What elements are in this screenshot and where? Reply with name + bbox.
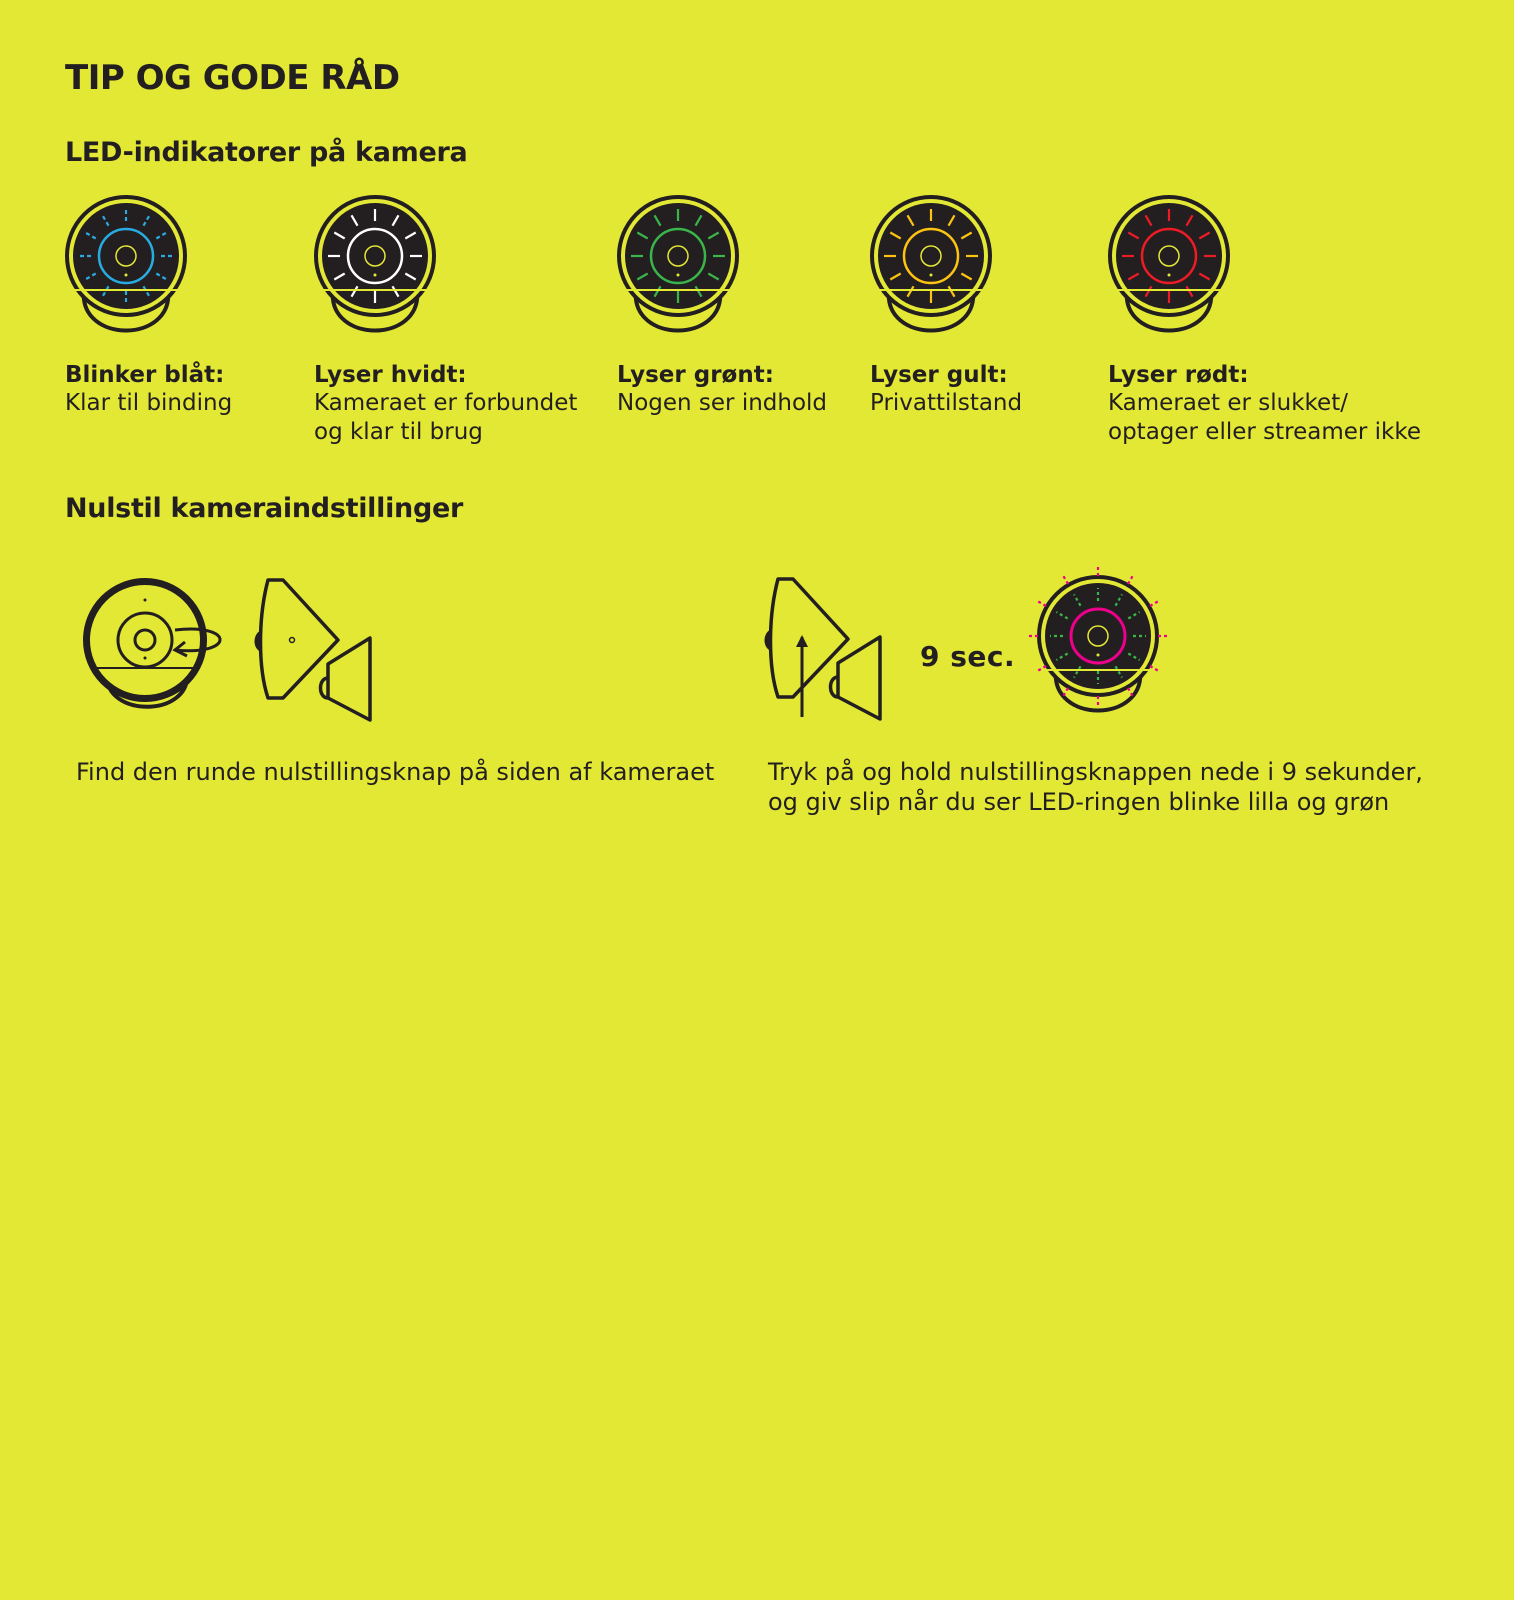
led-item-red: [1108, 361, 1421, 447]
camera-rotate-icon: [85, 578, 245, 718]
camera-yellow-led-icon: [871, 196, 991, 340]
page-title: TIP OG GODE RÅD: [65, 58, 400, 98]
led-section-heading: LED-indikatorer på kamera: [65, 137, 468, 168]
led-item-blue: [65, 361, 232, 418]
led-item-green: [617, 361, 827, 418]
camera-blue-led-icon: [66, 196, 186, 340]
led-description: Kameraet er slukket/ optager eller streamer ikke: [1108, 390, 1422, 445]
led-title: Blinker blåt:: [65, 362, 225, 388]
camera-white-led-icon: [315, 196, 435, 340]
camera-green-led-icon: [618, 196, 738, 340]
reset-step-1-text: Find den runde nulstillingsknap på siden af kameraet: [76, 758, 715, 786]
reset-press-icon: [768, 577, 888, 722]
led-description: Privattilstand: [870, 390, 1023, 416]
camera-red-led-icon: [1109, 196, 1229, 340]
led-description: Klar til binding: [65, 390, 233, 416]
led-item-yellow: [870, 361, 1022, 418]
led-title: Lyser gult:: [870, 362, 1008, 388]
camera-flashing-led-icon: [1026, 566, 1170, 722]
led-description: Nogen ser indhold: [617, 390, 828, 416]
reset-step-2-text: Tryk på og hold nulstillingsknappen nede i 9 sekunder, og giv slip når du ser LED-ringen blinke lilla og grøn: [768, 758, 1423, 816]
reset-timer-label: 9 sec.: [920, 640, 1016, 673]
camera-side-view-icon: [258, 578, 378, 723]
led-description: Kameraet er forbundet og klar til brug: [314, 390, 578, 445]
led-title: Lyser rødt:: [1108, 362, 1249, 388]
led-item-white: [314, 361, 577, 447]
reset-section-heading: Nulstil kameraindstillinger: [65, 493, 463, 524]
led-title: Lyser grønt:: [617, 362, 774, 388]
led-title: Lyser hvidt:: [314, 362, 467, 388]
